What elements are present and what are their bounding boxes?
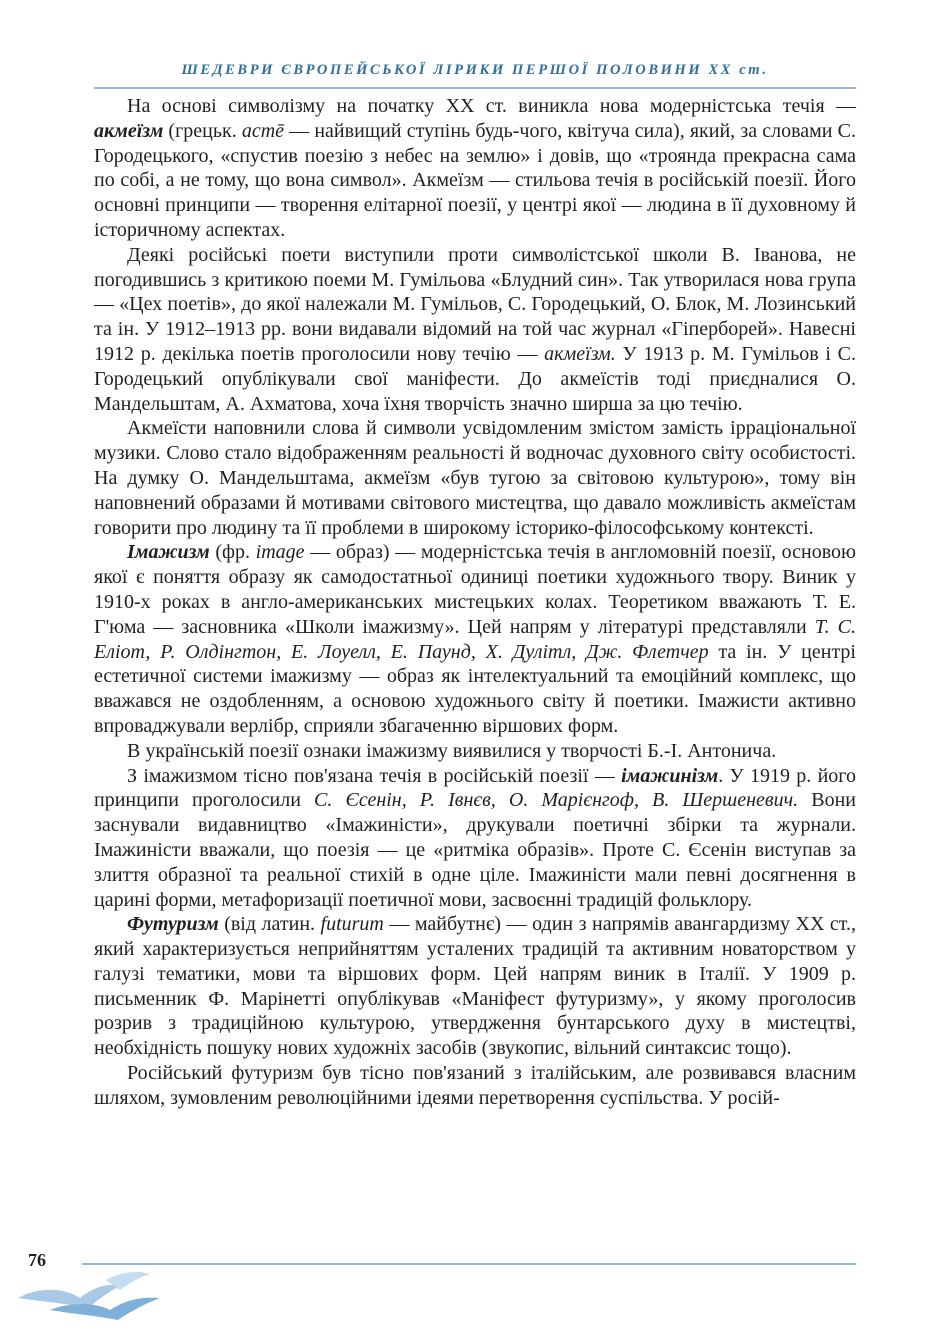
text-run: та ін. У центрі естетичної системи імажизму — образ як інтелектуальний та емоційний комплекс, що вважався не оздобленням, а основою художнього світу й поетики. Імажисти активно впроваджували верлібр, сприяли збагаченню віршових форм. bbox=[94, 640, 856, 737]
running-header: ШЕДЕВРИ ЄВРОПЕЙСЬКОЇ ЛІРИКИ ПЕРШОЇ ПОЛОВИНИ ХХ ст. bbox=[181, 62, 769, 78]
text-run: . У 1919 р. його принципи проголосили bbox=[94, 764, 856, 812]
paragraph-imagism bbox=[94, 540, 856, 738]
text-run: У 1913 р. М. Гумільов і С. Городецький опублікували свої маніфести. До акмеїстів тоді приєдналися О. Мандельштам, А. Ахматова, хоча їхня творчість значно ширша за цю течію. bbox=[94, 342, 856, 415]
text-run: (грецьк. bbox=[163, 119, 242, 142]
etymology-futurum: futurum bbox=[320, 913, 384, 936]
italic-acmeism: акмеїзм. bbox=[544, 342, 616, 365]
text-run: На основі символізму на початку ХХ ст. виникла нова модерністська течія — bbox=[127, 95, 856, 117]
etymology-acme: acmē bbox=[241, 119, 285, 142]
term-imaginism: імажинізм bbox=[621, 764, 719, 787]
text-run: — майбутнє) — один з напрямів авангардизму ХХ ст., який характеризується неприйняттям усталених традицій та активним новаторством у галузі тематики, мови та віршових форм. Цей напрям виник в Італії. У 1909 р. письменник Ф. Марінетті опублікував «Маніфест футуризму», у якому проголосив розрив з традиційною культурою, утвердження бунтарського духу в мистецтві, необхідність пошуку нових художніх засобів (звукопис, вільний синтаксис тощо). bbox=[94, 913, 856, 1060]
flying-birds-icon bbox=[10, 1268, 170, 1328]
page-number: 76 bbox=[28, 1250, 46, 1270]
page-body bbox=[94, 94, 856, 1111]
text-run: Акмеїсти наповнили слова й символи усвідомленим змістом замість ірраціональної музики. Слово стало відображенням реальності й водночас духовного світу особистості. На думку О. Мандельштама, акмеїзм «був тугою за світовою культурою», тому він наповнений образами й мотивами світового мистецтва, що давало можливість акмеїстам говорити про людину та її проблеми в широкому історико-філософському контексті. bbox=[94, 417, 856, 539]
paragraph-acmeism-history bbox=[94, 243, 856, 417]
footer-divider bbox=[82, 1263, 856, 1265]
etymology-image: image bbox=[255, 541, 305, 564]
imaginist-poets: С. Єсенін, Р. Івнєв, О. Марієнгоф, В. Шершеневич. bbox=[314, 789, 799, 812]
text-run: (фр. bbox=[209, 541, 256, 564]
header-divider bbox=[94, 87, 856, 89]
text-run: — образ) — модерністська течія в англомовній поезії, основою якої є поняття образу як самодостатньої одиниці поетики художнього твору. Виник у 1910-х роках в англо-американських мистецьких колах. Теоретиком вважають Т. Е. Г'юма — засновника «Школи імажизму». Цей напрям у літературі представляли bbox=[94, 541, 857, 638]
paragraph-russian-futurism bbox=[94, 1061, 856, 1111]
paragraph-acmeism-intro bbox=[94, 94, 856, 243]
text-run: (від латин. bbox=[218, 913, 321, 936]
text-run: — найвищий ступінь будь-чого, квітуча сила), який, за словами С. Городецького, «спустив поезію з небес на землю» і довів, що «троянда прекрасна сама по собі, а не тому, що вона символ». Акмеїзм — стильова течія в російській поезії. Його основні принципи — творення елітарної поезії, у центрі якої — людина в її духовному й історичному аспектах. bbox=[94, 119, 856, 241]
text-run: В українській поезії ознаки імажизму виявилися у творчості Б.-І. Антонича. bbox=[127, 739, 777, 762]
text-run: З імажизмом тісно пов'язана течія в російській поезії — bbox=[127, 764, 622, 787]
text-run: Вони заснували видавництво «Імажиністи», друкували поетичні збірки та журнали. Імажиністи вважали, що поезія — це «ритміка образів». Проте С. Єсенін виступав за злиття образної та реальної стихій в одне ціле. Імажиністи мали певні досягнення в царині форми, метафоризації поетичної мови, засвоєнні традицій фольклору. bbox=[94, 789, 856, 911]
text-run: Деякі російські поети виступили проти символістської школи В. Іванова, не погодившись з критикою поеми М. Гумільова «Блудний син». Так утворилася нова група — «Цех поетів», до якої належали М. Гумільов, С. Городецький, О. Блок, М. Лозинський та ін. У 1912–1913 рр. вони видавали відомий на той час журнал «Гіперборей». Навесні 1912 р. декілька поетів проголосили нову течію — bbox=[94, 243, 856, 365]
paragraph-imagism-ukraine bbox=[94, 739, 856, 764]
imagist-poets: Т. С. Еліот, Р. Олдінгтон, Е. Лоуелл, Е. Паунд, Х. Дулітл, Дж. Флетчер bbox=[94, 615, 857, 663]
paragraph-acmeism-features bbox=[94, 416, 856, 540]
text-run: Російський футуризм був тісно пов'язаний з італійським, але розвивався власним шляхом, зумовленим революційними ідеями перетворення суспільства. У росій- bbox=[94, 1062, 856, 1109]
term-futurism: Футуризм bbox=[127, 913, 219, 936]
paragraph-imaginism bbox=[94, 764, 856, 913]
paragraph-futurism bbox=[94, 912, 856, 1061]
term-acmeism: акмеїзм bbox=[94, 119, 164, 142]
term-imagism: Імажизм bbox=[127, 541, 210, 564]
